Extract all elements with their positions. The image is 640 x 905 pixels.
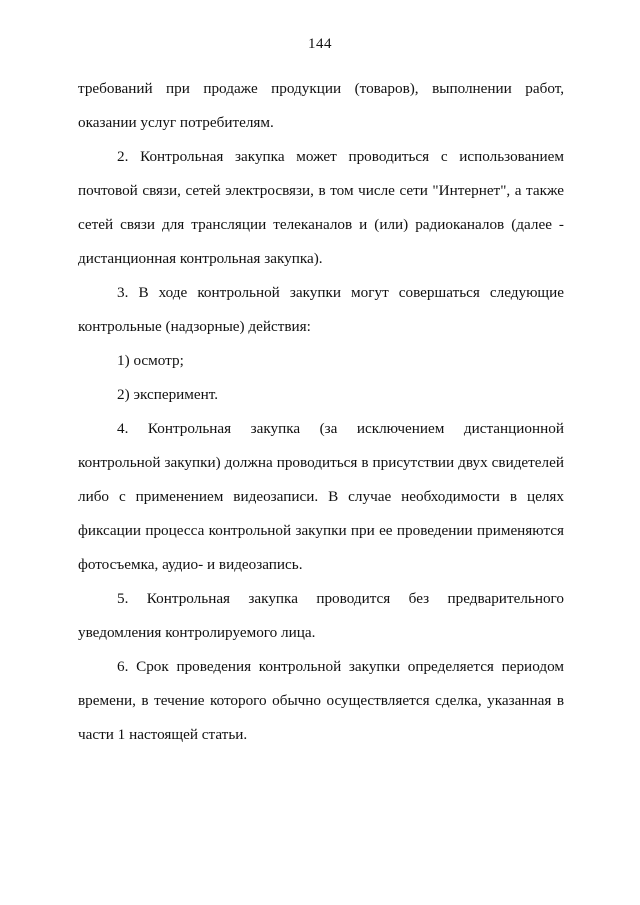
document-body <box>78 72 564 752</box>
paragraph-item-4: 4. Контрольная закупка (за исключением дистанционной контрольной закупки) должна проводиться в присутствии двух свидетелей либо с применением видеозаписи. В случае необходимости в целях фиксации процесса контрольной закупки при ее проведении применяются фотосъемка, аудио- и видеозапись. <box>78 420 564 573</box>
paragraph-item-5: 5. Контрольная закупка проводится без предварительного уведомления контролируемого лица. <box>78 590 564 641</box>
paragraph-item-2: 2. Контрольная закупка может проводиться с использованием почтовой связи, сетей электросвязи, в том числе сети "Интернет", а также сетей связи для трансляции телеканалов и (или) радиоканалов (далее - дистанционная контрольная закупка). <box>78 148 564 267</box>
list-item-experiment: 2) эксперимент. <box>117 386 219 403</box>
list-item-inspection: 1) осмотр; <box>117 352 184 369</box>
paragraph-item-6: 6. Срок проведения контрольной закупки определяется периодом времени, в течение которого обычно осуществляется сделка, указанная в части 1 настоящей статьи. <box>78 658 564 743</box>
paragraph-continuation: требований при продаже продукции (товаров), выполнении работ, оказании услуг потребителям. <box>78 80 564 131</box>
paragraph-item-3: 3. В ходе контрольной закупки могут совершаться следующие контрольные (надзорные) действия: <box>78 284 564 335</box>
page-number: 144 <box>308 36 332 52</box>
